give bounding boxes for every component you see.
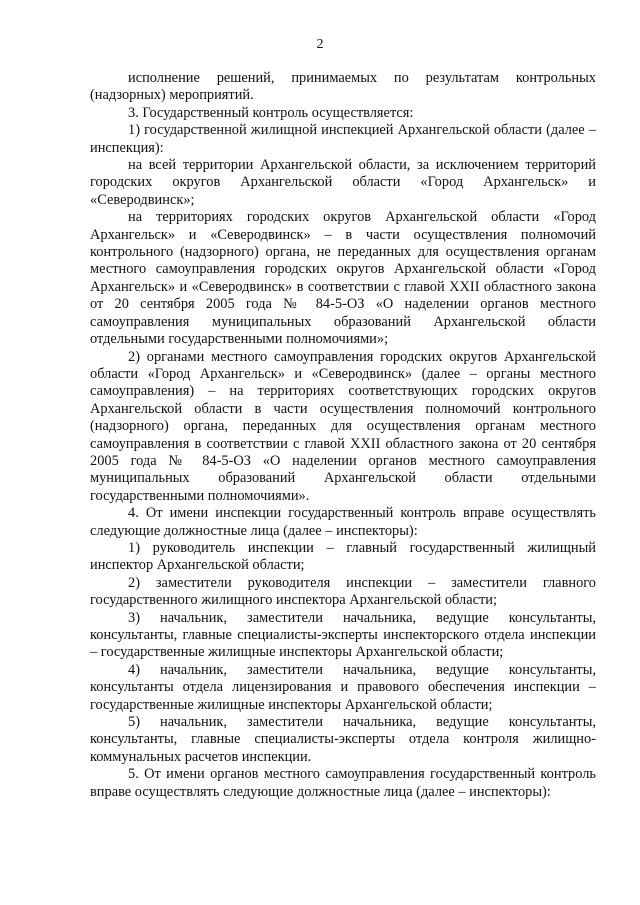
paragraph-section-4: 4. От имени инспекции государственный контроль вправе осуществлять следующие должностные лица (далее – инспекторы): — [90, 505, 596, 539]
paragraph-3-1-inspection: 1) государственной жилищной инспекцией Архангельской области (далее – инспекция): — [90, 122, 596, 156]
paragraph-section-5: 5. От имени органов местного самоуправления государственный контроль вправе осуществлять следующие должностные лица (далее – инспекторы): — [90, 766, 596, 800]
paragraph-4-5-settlements-department: 5) начальник, заместители начальника, ведущие консультанты, консультанты, главные специалисты-эксперты отдела контроля жилищно-коммунальных расчетов инспекции. — [90, 714, 596, 765]
paragraph-continuation: исполнение решений, принимаемых по результатам контрольных (надзорных) мероприятий. — [90, 70, 596, 104]
paragraph-4-4-licensing-department: 4) начальник, заместители начальника, ведущие консультанты, консультанты отдела лицензирования и правового обеспечения инспекции – государственные жилищные инспекторы Архангельской области; — [90, 661, 596, 713]
paragraph-4-3-inspector-department: 3) начальник, заместители начальника, ведущие консультанты, консультанты, главные специалисты-эксперты инспекторского отдела инспекции – государственные жилищные инспекторы Архангельской области; — [90, 609, 596, 661]
paragraph-4-1-head: 1) руководитель инспекции – главный государственный жилищный инспектор Архангельской области; — [90, 539, 596, 574]
page-number: 2 — [316, 37, 324, 52]
paragraph-whole-territory: на всей территории Архангельской области, за исключением территорий городских округов Архангельской области «Город Архангельск» и «Северодвинск»; — [90, 157, 596, 208]
document-body — [90, 70, 596, 801]
paragraph-section-3: 3. Государственный контроль осуществляется: — [128, 104, 414, 121]
paragraph-4-2-deputies: 2) заместители руководителя инспекции – заместители главного государственного жилищного инспектора Архангельской области; — [90, 574, 596, 609]
paragraph-city-districts: на территориях городских округов Архангельской области «Город Архангельск» и «Северодвинск» – в части осуществления полномочий контрольного (надзорного) органа, не переданных для осуществления органам местного самоуправления городских округов Архангельской области «Город Архангельск» и «Северодвинск» в соответствии с главой XXII областного закона от 20 сентября 2005 года № 84-5-ОЗ «О наделении органов местного самоуправления муниципальных образований Архангельской области отдельными государственными полномочиями»; — [90, 209, 596, 348]
paragraph-3-2-local-government: 2) органами местного самоуправления городских округов Архангельской области «Город Архангельск» и «Северодвинск» (далее – органы местного самоуправления) – на территориях соответствующих городских округов Архангельской области в части осуществления полномочий контрольного (надзорного) органа, переданных для осуществления органам местного самоуправления в соответствии с главой XXII областного закона от 20 сентября 2005 года № 84-5-ОЗ «О наделении органов местного самоуправления муниципальных образований Архангельской области отдельными государственными полномочиями». — [90, 348, 596, 504]
